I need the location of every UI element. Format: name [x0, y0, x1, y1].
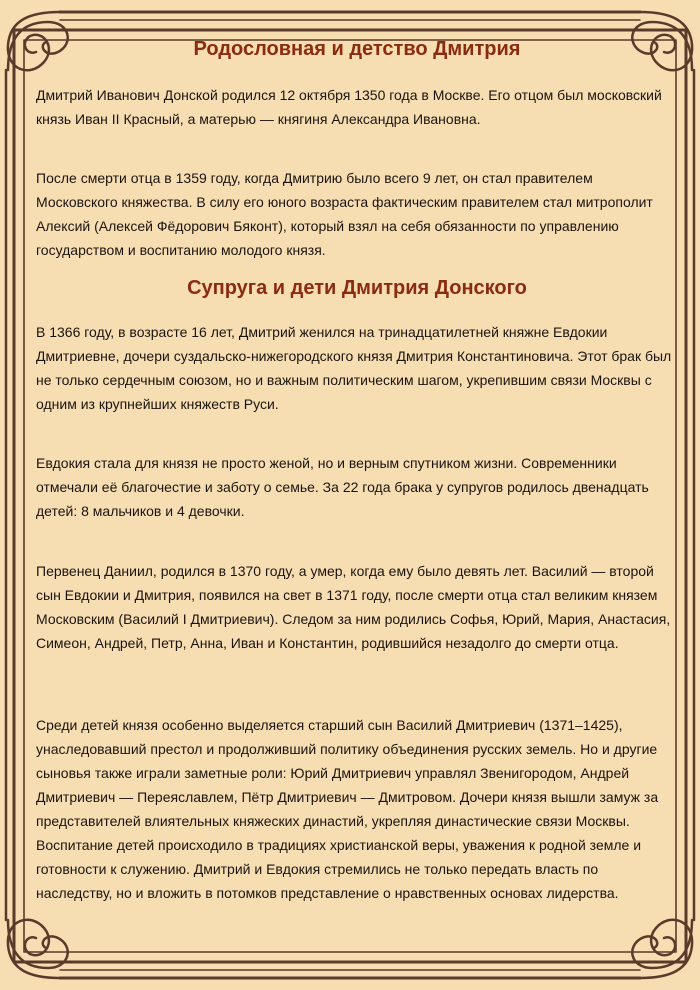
paragraph-children: Первенец Даниил, родился в 1370 году, а умер, когда ему было девять лет. Василий — второй сын Евдокии и Дмитрия, появился на свет в 1371 году, после смерти отца стал великим князем Московским (Василий I Дмитриевич). Следом за ним родились Софья, Юрий, Мария, Анастасия, Симеон, Андрей, Петр, Анна, Иван и Константин, родившийся незадолго до смерти отца.	[36, 563, 671, 651]
section-title-genealogy: Родословная и детство Дмитрия	[193, 38, 521, 60]
paragraph-birth: Дмитрий Иванович Донской родился 12 октября 1350 года в Москве. Его отцом был московский князь Иван II Красный, а матерью — княгиня Александра Ивановна.	[36, 87, 662, 127]
section-title-family: Супруга и дети Дмитрия Донского	[187, 277, 527, 299]
paragraph-heirs: Среди детей князя особенно выделяется старший сын Василий Дмитриевич (1371–1425), унаследовавший престол и продолживший политику объединения русских земель. Но и другие сыновья также играли заметные роли: Юрий Дмитриевич управлял Звенигородом, Андрей Дмитриевич — Переяславлем, Пётр Дмитриевич — Дмитровом. Дочери князя вышли замуж за представителей влиятельных княжеских династий, укрепляя династические связи Москвы. Воспитание детей происходило в традициях христианской веры, уважения к родной земле и готовности к служению. Дмитрий и Евдокия стремились не только передать власть по наследству, но и вложить в потомков представление о нравственных основах лидерства.	[36, 717, 659, 901]
corner-bottom-right	[632, 920, 692, 978]
paragraph-evdokia: Евдокия стала для князя не просто женой, но и верным спутником жизни. Современники отмечали её благочестие и заботу о семье. За 22 года брака у супругов родилось двенадцать детей: 8 мальчиков и 4 девочки.	[36, 455, 649, 519]
paragraph-marriage: В 1366 году, в возрасте 16 лет, Дмитрий женился на тринадцатилетней княжне Евдокии Дмитриевне, дочери суздальско-нижегородского князя Дмитрия Константиновича. Этот брак был не только сердечным союзом, но и важным политическим шагом, укрепившим связи Москвы с одним из крупнейших княжеств Руси.	[36, 324, 672, 412]
corner-bottom-left	[8, 920, 68, 978]
paragraph-regency: После смерти отца в 1359 году, когда Дмитрию было всего 9 лет, он стал правителем Московского княжества. В силу его юного возраста фактическим правителем стал митрополит Алексий (Алексей Фёдорович Бяконт), который взял на себя обязанности по управлению государством и воспитанию молодого князя.	[36, 170, 653, 258]
